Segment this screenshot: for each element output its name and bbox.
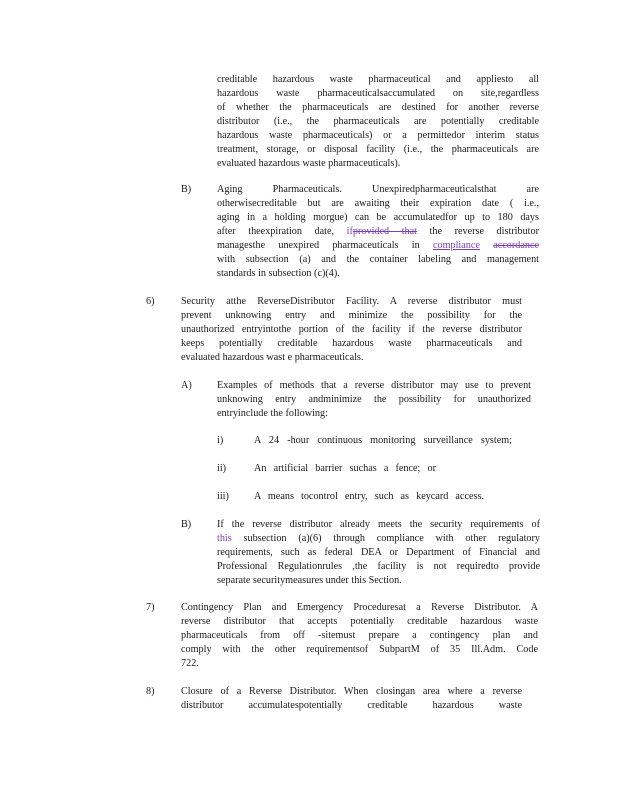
text-line: Professional Regulationrules ,the facility is not requiredto provide [217, 561, 540, 572]
list-marker: B) [181, 184, 192, 195]
text-line: pharmaceuticals from off -sitemust prepare a contingency plan and [181, 630, 538, 641]
text-line: unknowing entry andminimize the possibility for unauthorized [217, 394, 531, 405]
section-marker: 6) [146, 296, 155, 307]
text-line: If the reverse distributor already meets the security requirements of [217, 519, 540, 530]
deleted-text: provided that [352, 226, 417, 237]
closure-paragraph [181, 685, 522, 713]
text-line: otherwisecreditable but are awaiting their expiration date ( i.e., [217, 198, 539, 209]
text-line: evaluated hazardous waste pharmaceuticals). [217, 158, 401, 169]
text-line: aging in a holding morgue) can be accumulatedfor up to 180 days [217, 212, 539, 223]
examples-paragraph [217, 379, 531, 421]
security-exemption-paragraph [217, 518, 540, 588]
security-paragraph [181, 295, 522, 365]
inserted-text: compliance [432, 240, 480, 251]
text-line: separate securitymeasures under this Section. [217, 575, 402, 586]
text-line: comply with the other requirementsof SubpartM of 35 Ill.Adm. Code [181, 644, 538, 655]
text-segment: after theexpiration date, [217, 226, 347, 237]
text-line: creditable hazardous waste pharmaceutical and appliesto all [217, 74, 539, 85]
text-line: Examples of methods that a reverse distributor may use to prevent [217, 380, 531, 391]
text-line: keeps potentially creditable hazardous waste pharmaceuticals and [181, 338, 522, 349]
list-marker: ii) [217, 463, 227, 474]
list-marker: i) [217, 435, 224, 446]
text-line: evaluated hazardous wast e pharmaceuticals. [181, 352, 364, 363]
aging-pharmaceuticals-paragraph [217, 183, 539, 281]
text-line: Security atthe ReverseDistributor Facility. A reverse distributor must [181, 296, 522, 307]
text-line: hazardous waste pharmaceuticals) or a permittedor interim status [217, 130, 539, 141]
list-item [254, 434, 512, 448]
text-line: hazardous waste pharmaceuticalsaccumulated on site,regardless [217, 88, 539, 99]
list-item [254, 490, 484, 504]
text-line: of whether the pharmaceuticals are destined for another reverse [217, 102, 539, 113]
text-line: An artificial barrier suchas a fence; or [254, 463, 436, 474]
intro-paragraph [217, 73, 539, 171]
text-line: A means tocontrol entry, such as keycard access. [254, 491, 484, 502]
section-marker: 7) [146, 602, 155, 613]
text-line: prevent unknowing entry and minimize the possibility for the [181, 310, 522, 321]
inserted-text: this [217, 533, 232, 544]
list-item [254, 462, 436, 476]
text-line [217, 239, 539, 253]
text-line [217, 225, 539, 239]
text-segment: managesthe unexpired pharmaceuticals in [217, 240, 433, 251]
text-line: Closure of a Reverse Distributor. When closingan area where a reverse [181, 686, 522, 697]
text-line: reverse distributor that accepts potentially creditable hazardous waste [181, 616, 538, 627]
list-marker: A) [181, 380, 192, 391]
text-line: unauthorized entryintothe portion of the facility if the reverse distributor [181, 324, 522, 335]
list-marker: iii) [217, 491, 229, 502]
text-line: Aging Pharmaceuticals. Unexpiredpharmaceuticalsthat are [217, 184, 539, 195]
text-line: requirements, such as federal DEA or Department of Financial and [217, 547, 540, 558]
text-line: A 24 -hour continuous monitoring surveillance system; [254, 435, 512, 446]
section-marker: 8) [146, 686, 155, 697]
list-marker: B) [181, 519, 192, 530]
text-line: distributor (i.e., the pharmaceuticals are potentially creditable [217, 116, 539, 127]
deleted-text: accordance [493, 240, 539, 251]
text-line: entryinclude the following: [217, 408, 328, 419]
inserted-text: if [346, 226, 353, 237]
contingency-paragraph [181, 601, 538, 671]
text-line: standards in subsection (c)(4). [217, 268, 340, 279]
text-line: Contingency Plan and Emergency Proceduresat a Reverse Distributor. A [181, 602, 538, 613]
text-segment: subsection (a)(6) through compliance with other regulatory [231, 533, 540, 544]
text-line [217, 532, 540, 546]
text-line: treatment, storage, or disposal facility (i.e., the pharmaceuticals are [217, 144, 539, 155]
text-line: 722. [181, 658, 199, 669]
text-segment: the reverse distributor [416, 226, 539, 237]
text-line: with subsection (a) and the container labeling and management [217, 254, 539, 265]
text-line: distributor accumulatespotentially creditable hazardous waste [181, 700, 522, 711]
